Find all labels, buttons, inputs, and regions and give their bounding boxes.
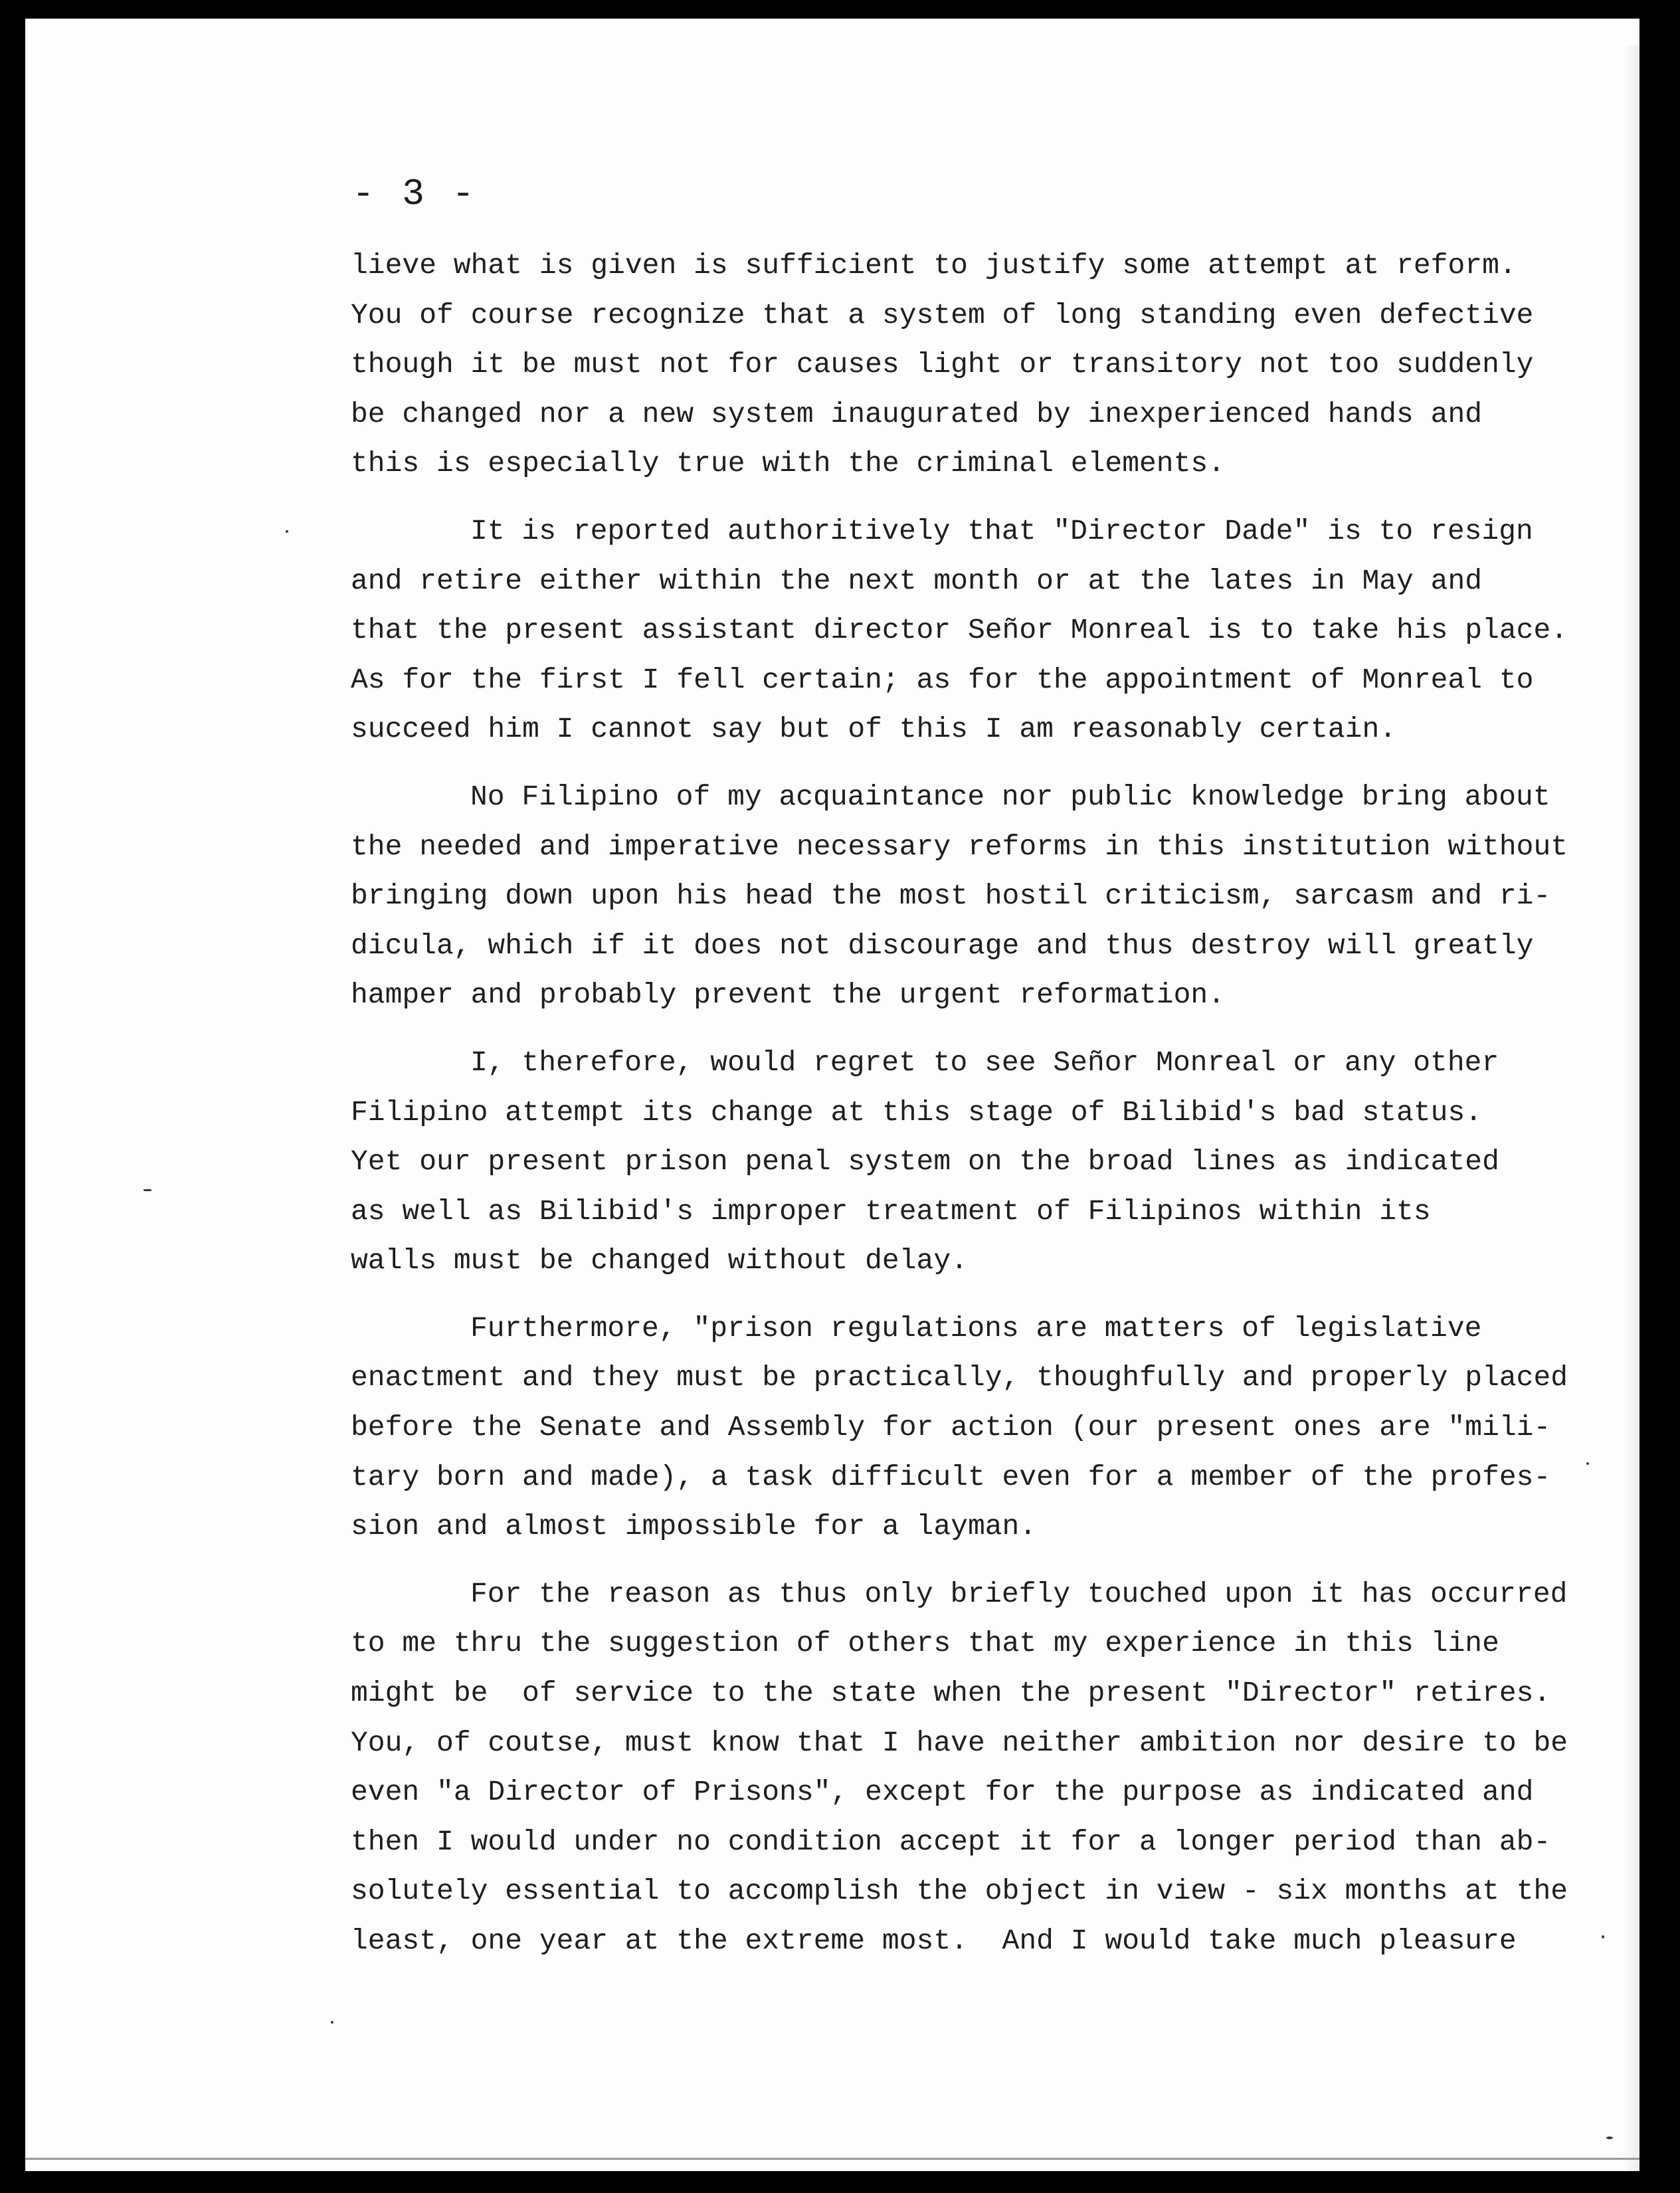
text-line: enactment and they must be practically, thoughfully and properly placed (351, 1361, 1568, 1394)
paragraph (351, 1570, 1586, 1966)
text-line: You of course recognize that a system of long standing even defective (351, 298, 1534, 332)
text-line: might be of service to the state when the present "Director" retires. (351, 1677, 1551, 1710)
text-line: as well as Bilibid's improper treatment of Filipinos within its (351, 1194, 1431, 1228)
text-line: then I would under no condition accept it for a longer period than ab- (351, 1825, 1551, 1858)
text-line: to me thru the suggestion of others that my experience in this line (351, 1627, 1499, 1660)
paragraph (351, 1038, 1586, 1286)
paragraph (351, 507, 1586, 755)
scan-speck (1606, 2137, 1613, 2139)
text-line: though it be must not for causes light or transitory not too suddenly (351, 348, 1534, 381)
paragraph (351, 773, 1586, 1020)
text-line: bringing down upon his head the most hostil criticism, sarcasm and ri- (351, 880, 1551, 913)
text-line: It is reported authoritively that "Director Dade" is to resign (470, 514, 1533, 547)
document-page (25, 19, 1639, 2171)
text-line: lieve what is given is sufficient to justify some attempt at reform. (351, 249, 1517, 282)
text-line: Filipino attempt its change at this stage of Bilibid's bad status. (351, 1096, 1483, 1129)
text-line: be changed nor a new system inaugurated by inexperienced hands and (351, 397, 1483, 430)
text-line: hamper and probably prevent the urgent reformation. (351, 979, 1226, 1012)
text-line: walls must be changed without delay. (351, 1244, 968, 1278)
text-line: succeed him I cannot say but of this I am reasonably certain. (351, 713, 1397, 746)
text-line: solutely essential to accomplish the object in view - six months at the (351, 1875, 1568, 1908)
text-line: least, one year at the extreme most. And I would take much pleasure (351, 1925, 1517, 1957)
scan-speck (286, 530, 288, 533)
page-edge-shadow (1623, 45, 1639, 2171)
text-line: that the present assistant director Señor Monreal is to take his place. (351, 614, 1568, 647)
text-line: the needed and imperative necessary reforms in this institution without (351, 830, 1568, 863)
text-line: For the reason as thus only briefly touched upon it has occurred (470, 1577, 1568, 1610)
page-number: - 3 - (352, 173, 478, 215)
scan-speck (1602, 1935, 1604, 1939)
text-line: You, of coutse, must know that I have neither ambition nor desire to be (351, 1726, 1568, 1759)
text-line: tary born and made), a task difficult even for a member of the profes- (351, 1460, 1551, 1493)
scan-speck (1586, 1462, 1589, 1465)
scan-speck (331, 2021, 333, 2024)
text-line: before the Senate and Assembly for action (our present ones are "mili- (351, 1411, 1551, 1444)
text-line: this is especially true with the criminal elements. (351, 447, 1226, 480)
text-line: sion and almost impossible for a layman. (351, 1510, 1037, 1543)
text-line: even "a Director of Prisons", except for the purpose as indicated and (351, 1776, 1534, 1809)
text-line: dicula, which if it does not discourage and thus destroy will greatly (351, 929, 1534, 962)
text-line: and retire either within the next month or at the lates in May and (351, 564, 1483, 597)
text-line: I, therefore, would regret to see Señor Monreal or any other (470, 1046, 1499, 1079)
text-line: As for the first I fell certain; as for the appointment of Monreal to (351, 663, 1534, 696)
letter-body (351, 241, 1586, 1984)
scan-speck (143, 1189, 151, 1191)
paragraph (351, 1304, 1586, 1552)
page-bottom-edge (25, 2158, 1639, 2160)
paragraph (351, 241, 1586, 489)
text-line: Furthermore, "prison regulations are matters of legislative (470, 1311, 1482, 1345)
text-line: No Filipino of my acquaintance nor public knowledge bring about (470, 780, 1550, 813)
text-line: Yet our present prison penal system on the broad lines as indicated (351, 1145, 1499, 1179)
